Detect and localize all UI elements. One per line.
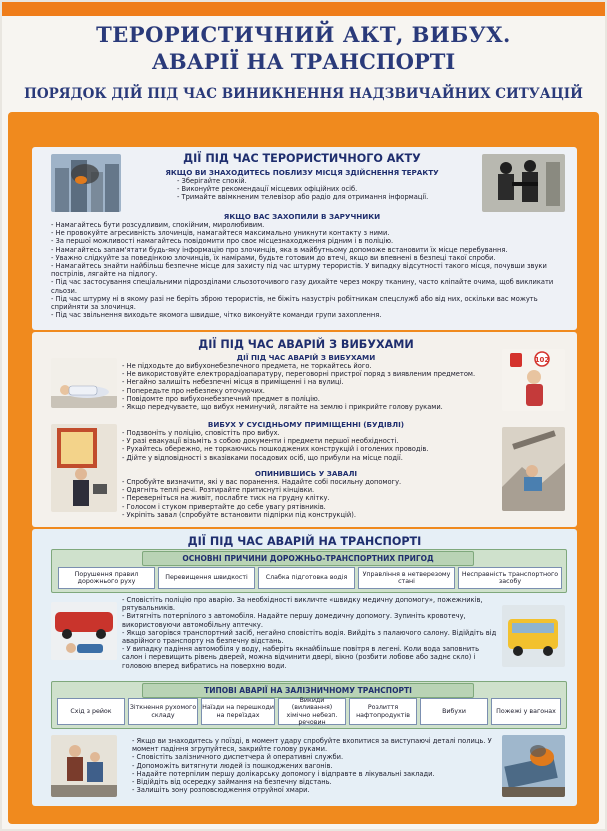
list-item: - Рухайтесь обережно, не торкаючись пошкоджених конструкцій і оголених проводів. (122, 445, 429, 454)
list-item: - Не підходьте до вибухонебезпечного предмета, не торкайтесь його. (122, 362, 372, 370)
explosion-sub2: ВИБУХ У СУСІДНЬОМУ ПРИМІЩЕННІ (БУДІВЛІ) (207, 420, 405, 429)
list-item: - Під час штурму ні в якому разі не беріть зброю терористів, не біжіть назустріч робітникам спецслужб або від них, оскільки вас можуть сприйняти за злочинця. (51, 294, 538, 312)
causes-heading: ОСНОВНІ ПРИЧИНИ ДОРОЖНЬО-ТРАНСПОРТНИХ ПРИГОД (142, 551, 474, 566)
injured-person-image (51, 358, 117, 408)
terror-hostage-list (51, 221, 565, 319)
special-forces-image (482, 154, 565, 212)
poster-title-line2: АВАРІЇ НА ТРАНСПОРТІ (151, 49, 456, 74)
phone-number-label: 102 (534, 356, 550, 364)
list-item: - Голосом і стуком привертайте до себе увагу рятівників. (122, 502, 326, 511)
list-item: - Тримайте ввімкненим телевізор або радіо для отримання інформації. (177, 193, 429, 202)
list-item: - У випадку падіння автомобіля у воду, наберіть якнайбільше повітря в легені. Коли вода заповнить салон і перевищить рівень дверей, можна відчинити двері, вікно (розбити лобове або заднє скло) і головою вперед вибратись на поверхню води. (122, 645, 480, 670)
poster-subtitle: ПОРЯДОК ДІЙ ПІД ЧАС ВИНИКНЕННЯ НАДЗВИЧАЙНИХ СИТУАЦІЙ (24, 86, 583, 102)
rail-type-box: Вибухи (420, 698, 488, 725)
list-item: - За першої можливості намагайтесь повідомити про своє місцезнаходження рідним і в поліцію. (51, 237, 394, 246)
bus-image (502, 605, 565, 667)
top-stripe (2, 2, 605, 16)
transport-heading: ДІЇ ПІД ЧАС АВАРІЙ НА ТРАНСПОРТІ (187, 535, 422, 548)
list-item: - Якщо передчуваєте, що вибух неминучий, лягайте на землю і прикрийте голову руками. (122, 403, 443, 412)
list-item: - Якщо загорівся транспортний засіб, негайно сповістіть водія. Вийдіть з палаючого салону. Відійдіть від аварійного транспорту на безпечну відстань. (122, 628, 497, 646)
road-accident-list (122, 596, 497, 670)
city-explosion-image (51, 154, 121, 212)
safety-poster (2, 2, 605, 829)
list-item: - Спробуйте визначити, які у вас поранення. Надайте собі посильну допомогу. (122, 478, 402, 486)
rail-type-box: Розлиття нафтопродуктів (349, 698, 417, 725)
explosion-list1 (122, 362, 494, 411)
list-item: - Не провокуйте агресивність злочинців, намагайтеся максимально уникнути контакту з ними. (51, 229, 390, 238)
list-item: - Зберігайте спокій. (177, 177, 247, 185)
list-item: - Укріпіть завал (спробуйте встановити підпірки під конструкцій). (122, 510, 356, 519)
list-item: - Не використовуйте електрорадіоапаратуру, переговорні пристрої поряд з виявленим предметом. (122, 370, 476, 379)
list-item: - Відійдіть від осередку займання на безпечну відстань. (132, 778, 332, 787)
train-evacuation-image (51, 735, 117, 797)
rubble-rescue-image (502, 427, 565, 511)
list-item: - Якщо ви знаходитесь у поїзді, в момент удару спробуйте вхопитися за виступаючі деталі полиць. У момент падіння згрупуйтеся, закрийте голову руками. (132, 737, 492, 754)
cause-box: Порушення правил дорожнього руху (58, 567, 155, 589)
terror-hostage-heading: ЯКЩО ВАС ЗАХОПИЛИ В ЗАРУЧНИКИ (223, 212, 381, 221)
list-item: - Повідомте про вибухонебезпечний предмет в поліцію. (122, 394, 320, 403)
list-item: - Допоможіть витягнути людей із пошкоджених вагонів. (132, 761, 333, 770)
explosion-list2 (122, 429, 494, 462)
list-item: - Подзвоніть у поліцію, сповістіть про вибух. (122, 429, 280, 437)
cause-box: Слабка підготовка водія (258, 567, 355, 589)
explosion-sub1: ДІЇ ПІД ЧАС АВАРІЙ З ВИБУХАМИ (236, 353, 376, 362)
list-item: - Надайте потерпілим першу долікарську допомогу і відправте в лікувальні заклади. (132, 769, 435, 778)
terror-near-list (177, 177, 477, 202)
window-blast-image (51, 424, 117, 512)
list-item: - Витягніть потерпілого з автомобіля. Надайте першу домедичну допомогу. Зупиніть кровотечу, використовуючи автомобільну аптечку. (122, 612, 466, 629)
list-item: - Сповістіть поліцію про аварію. За необхідності викличте «швидку медичну допомогу», пожежників, рятувальників. (122, 596, 483, 613)
rail-type-box: Викиди (виливання) хімічно небезп. речовин (278, 698, 346, 725)
cause-box: Несправність транспортного засобу (458, 567, 562, 589)
poster-title-line1: ТЕРОРИСТИЧНИЙ АКТ, ВИБУХ. (96, 22, 511, 47)
list-item: - Одягніть теплі речі. Розтирайте притиснуті кінцівки. (122, 486, 315, 495)
list-item: - Попередьте про небезпеку оточуючих. (122, 386, 265, 395)
explosion-sub3: ОПИНИВШИСЬ У ЗАВАЛІ (254, 469, 358, 478)
car-accident-image (51, 602, 117, 660)
list-item: - Залишіть зону розповсюдження отруйної хмари. (132, 786, 310, 795)
rail-type-box: Зіткнення рухомого складу (128, 698, 198, 725)
list-item: - Намагайтесь знайти найбільш безпечне місце для захисту під час штурму терористів. У випадку відсутності такого місця, почувши звуки пострілів, лягайте на підлогу. (51, 262, 547, 279)
list-item: - Під час застосування спеціальними підрозділами сльозоточивого газу дихайте через мокру тканину, часто кліпайте очима, щоб викликати сльози. (51, 278, 554, 295)
list-item: - Уважно слідкуйте за поведінкою злочинців, їх намірами, будьте готовим до втечі, якщо ви впевнені в безпеці такої спроби. (51, 253, 496, 262)
phone-call-image (502, 349, 565, 411)
rail-accident-list (132, 737, 494, 794)
cause-box: Перевищення швидкості (158, 567, 255, 589)
rail-heading: ТИПОВІ АВАРІЇ НА ЗАЛІЗНИЧНОМУ ТРАНСПОРТІ (142, 683, 474, 698)
list-item: - Переверніться на живіт, послабте тиск на грудну клітку. (122, 494, 330, 503)
rail-type-box: Схід з рейок (57, 698, 125, 725)
list-item: - У разі евакуації візьміть з собою документи і предмети першої необхідності. (122, 437, 399, 446)
list-item: - Виконуйте рекомендації місцевих офіційних осіб. (177, 185, 358, 194)
train-crash-image (502, 735, 565, 797)
list-item: - Намагайтесь запам'ятати будь-яку інформацію про злочинців, яка в майбутньому допоможе встановити їх місце перебування. (51, 245, 508, 254)
terror-heading: ДІЇ ПІД ЧАС ТЕРОРИСТИЧНОГО АКТУ (183, 152, 421, 165)
list-item: - Намагайтесь бути розсудливим, спокійним, миролюбивим. (51, 221, 265, 229)
cause-box: Управління в нетверезому стані (358, 567, 455, 589)
list-item: - Під час звільнення виходьте якомога швидше, чітко виконуйте команди групи захоплення. (51, 311, 382, 320)
list-item: - Дійте у відповідності з вказівками посадових осіб, що прибули на місце події. (122, 453, 403, 462)
list-item: - Негайно залишіть небезпечні місця в приміщенні і на вулиці. (122, 378, 344, 387)
explosion-heading: ДІЇ ПІД ЧАС АВАРІЙ З ВИБУХАМИ (198, 338, 414, 351)
rail-type-box: Пожежі у вагонах (491, 698, 561, 725)
terror-near-heading: ЯКЩО ВИ ЗНАХОДИТЕСЬ ПОБЛИЗУ МІСЦЯ ЗДІЙСНЕННЯ ТЕРАКТУ (165, 168, 439, 177)
rail-type-box: Наїзди на перешкоди на переїздах (201, 698, 275, 725)
list-item: - Сповістіть залізничного диспетчера й оперативні служби. (132, 753, 344, 762)
explosion-list3 (122, 478, 494, 519)
